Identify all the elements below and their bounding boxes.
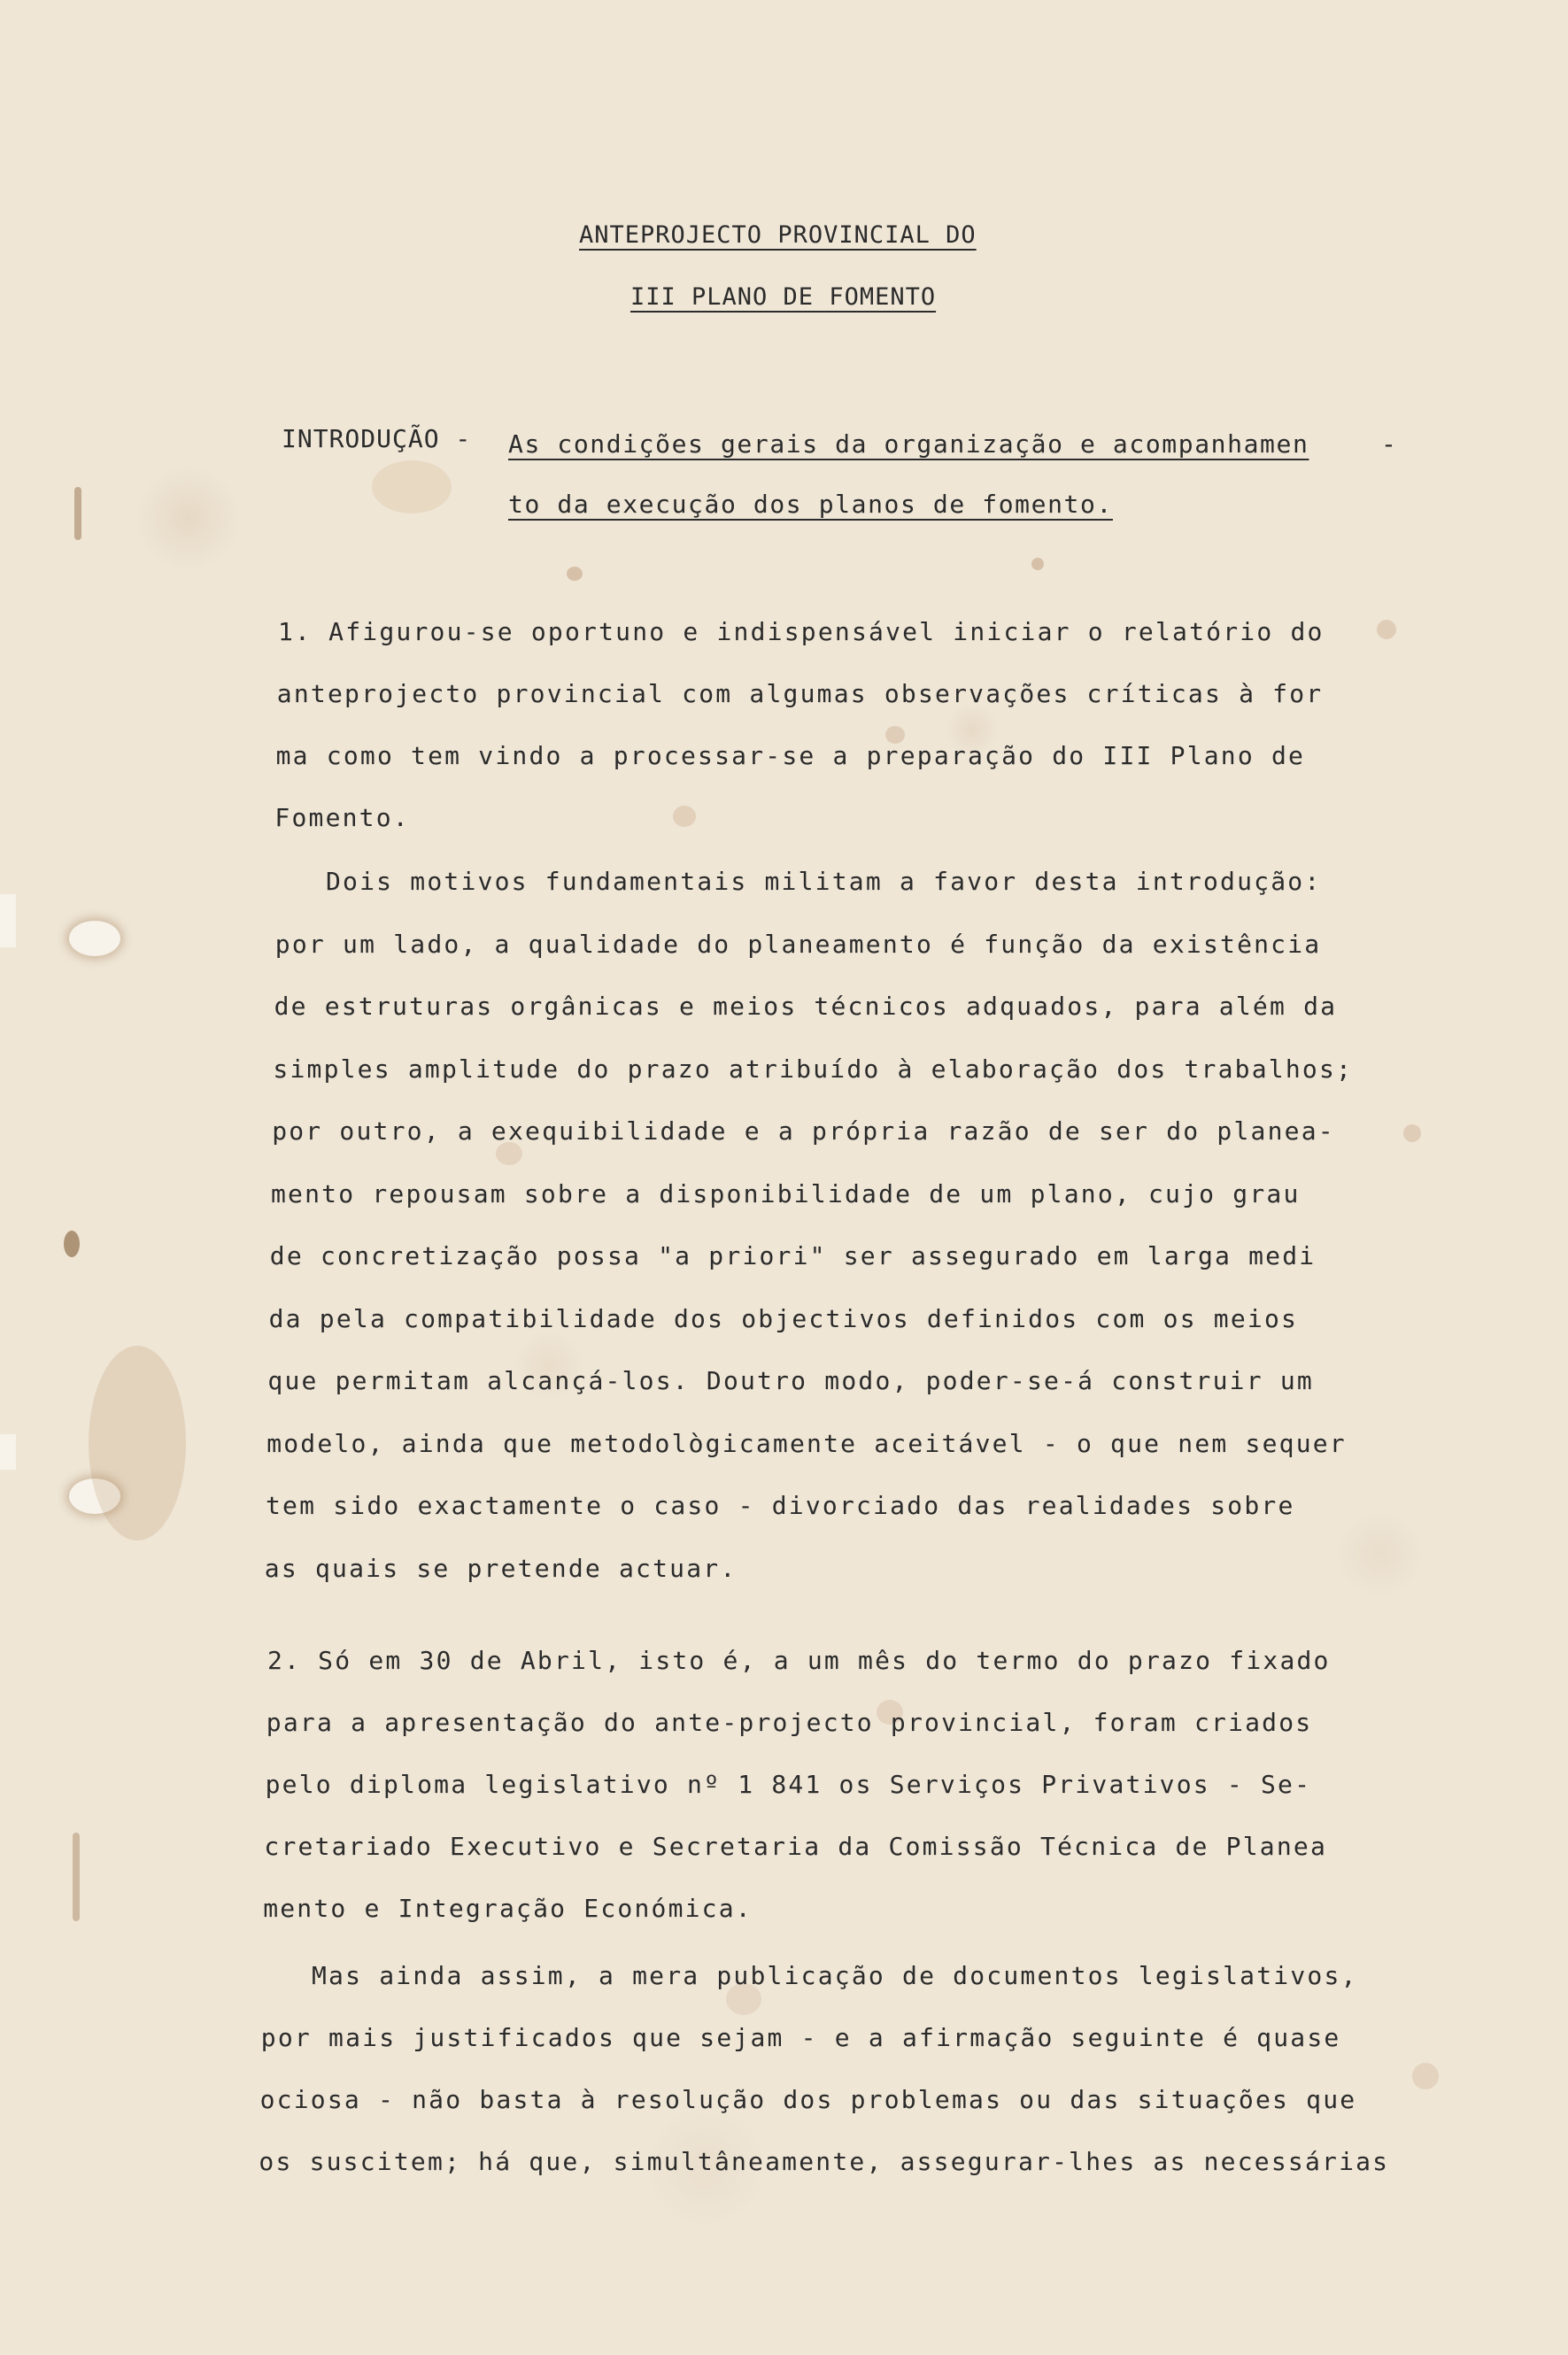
section-1-paragraph-2-line: as quais se pretende actuar. bbox=[264, 1553, 738, 1583]
section-1-line: anteprojecto provincial com algumas observações críticas à for bbox=[276, 679, 1324, 708]
section-1-paragraph-2-line: por outro, a exequibilidade e a própria razão de ser do planea- bbox=[272, 1116, 1335, 1146]
section-1-paragraph-2-line: de estruturas orgânicas e meios técnicos adquados, para além da bbox=[274, 992, 1338, 1021]
intro-label: INTRODUÇÃO - bbox=[282, 424, 472, 453]
section-1-paragraph-2-line: por um lado, a qualidade do planeamento é função da existência bbox=[274, 929, 1322, 959]
section-2-paragraph-2-line: ociosa - não basta à resolução dos problemas ou das situações que bbox=[259, 2085, 1357, 2114]
section-2-paragraph-2-line: Mas ainda assim, a mera publicação de documentos legislativos, bbox=[312, 1961, 1358, 1990]
section-1-paragraph-2-line: Dois motivos fundamentais militam a favor desta introdução: bbox=[326, 867, 1322, 896]
section-1-paragraph-2-line: da pela compatibilidade dos objectivos definidos com os meios bbox=[268, 1303, 1299, 1333]
section-1-line: 1. Afigurou-se oportuno e indispensável iniciar o relatório do bbox=[278, 617, 1325, 646]
section-1-paragraph-2-line: de concretização possa "a priori" ser assegurado em larga medi bbox=[269, 1241, 1317, 1270]
section-1-paragraph-2-line: simples amplitude do prazo atribuído à elaboração dos trabalhos; bbox=[273, 1054, 1354, 1084]
section-1-line: Fomento. bbox=[274, 803, 410, 832]
section-2-line: 2. Só em 30 de Abril, isto é, a um mês do termo do prazo fixado bbox=[267, 1646, 1331, 1675]
section-1-paragraph-2-line: tem sido exactamente o caso - divorciado das realidades sobre bbox=[266, 1491, 1295, 1520]
section-1-paragraph-2-line: modelo, ainda que metodològicamente aceitável - o que nem sequer bbox=[266, 1428, 1347, 1458]
document-title-line-1: ANTEPROJECTO PROVINCIAL DO bbox=[579, 221, 977, 249]
document-title-line-2: III PLANO DE FOMENTO bbox=[630, 283, 937, 311]
intro-heading-line-1: As condições gerais da organização e acompanhamen bbox=[508, 429, 1309, 459]
section-1-paragraph-2-line: que permitam alcançá-los. Doutro modo, poder-se-á construir um bbox=[267, 1366, 1314, 1395]
section-2-paragraph-2-line: por mais justificados que sejam - e a afirmação seguinte é quase bbox=[260, 2023, 1341, 2052]
intro-heading-dash: - bbox=[1381, 429, 1399, 459]
section-2-line: mento e Integração Económica. bbox=[263, 1894, 753, 1923]
section-1-line: ma como tem vindo a processar-se a preparação do III Plano de bbox=[275, 741, 1306, 770]
intro-heading-line-2: to da execução dos planos de fomento. bbox=[508, 490, 1113, 519]
section-2-paragraph-2-line: os suscitem; há que, simultâneamente, assegurar-lhes as necessárias bbox=[259, 2147, 1390, 2176]
section-2-line: pelo diploma legislativo nº 1 841 os Serviços Privativos - Se- bbox=[265, 1770, 1312, 1799]
section-2-line: cretariado Executivo e Secretaria da Comissão Técnica de Planea bbox=[264, 1832, 1328, 1861]
section-1-paragraph-2-line: mento repousam sobre a disponibilidade de um plano, cujo grau bbox=[271, 1178, 1301, 1208]
section-2-line: para a apresentação do ante-projecto provincial, foram criados bbox=[266, 1708, 1313, 1737]
